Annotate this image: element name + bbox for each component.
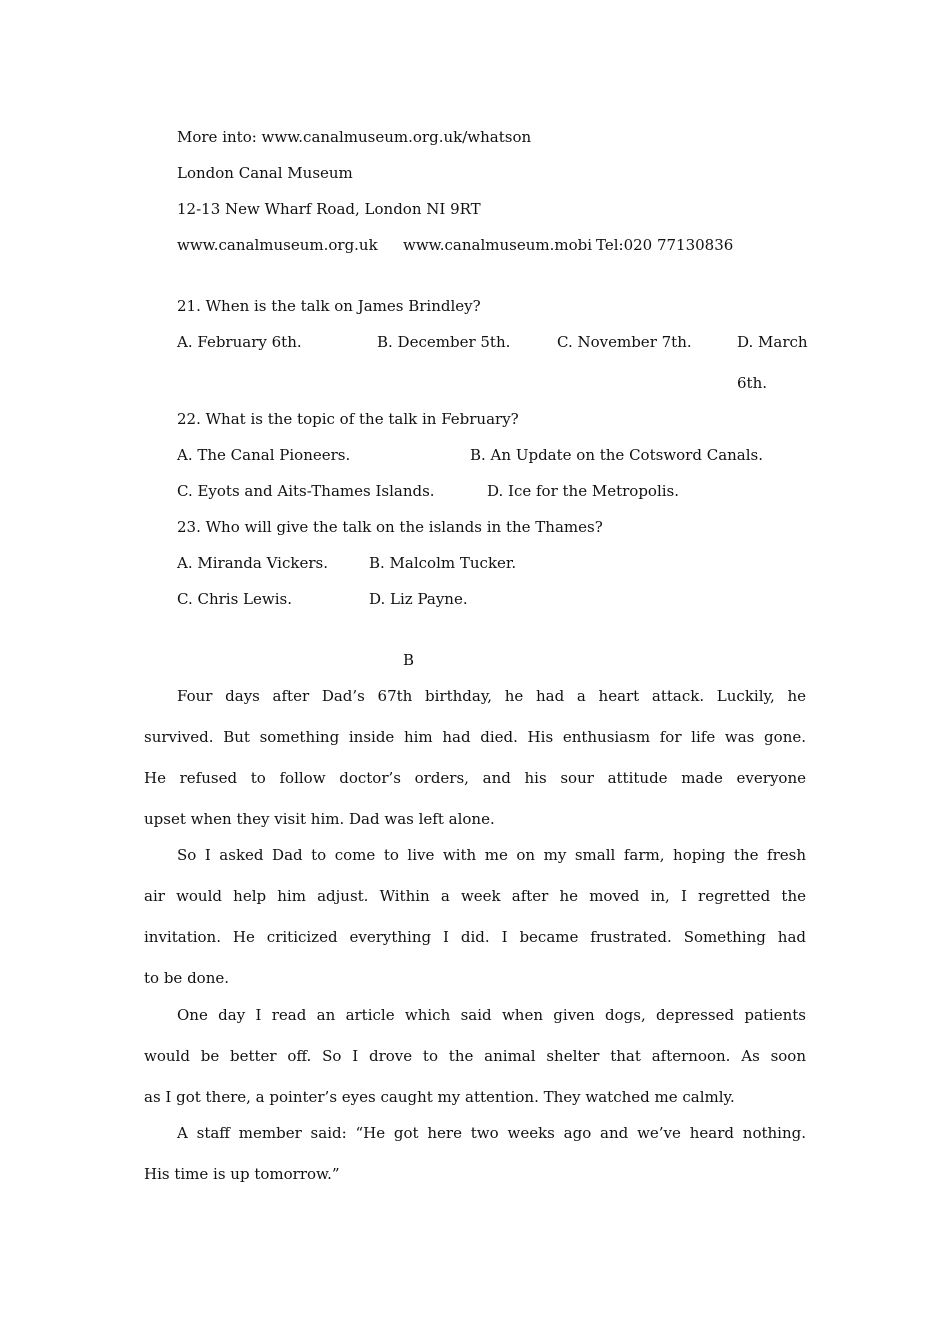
question-21-option-b: B. December 5th.	[377, 333, 511, 351]
paragraph-1-line-1: Four days after Dad’s 67th birthday, he had a heart attack. Luckily, he	[177, 687, 806, 705]
paragraph-3-line-1: One day I read an article which said when given dogs, depressed patients	[177, 1006, 806, 1024]
question-21-option-d: D. March 6th.	[737, 333, 808, 392]
museum-name: London Canal Museum	[177, 164, 353, 182]
question-21-option-a: A. February 6th.	[177, 333, 302, 351]
question-23-option-d: D. Liz Payne.	[369, 590, 468, 608]
paragraph-1-line-4: upset when they visit him. Dad was left alone.	[144, 810, 495, 828]
question-22-stem: 22. What is the topic of the talk in February?	[177, 410, 519, 428]
paragraph-2-line-4: to be done.	[144, 969, 230, 987]
question-23-option-a: A. Miranda Vickers.	[177, 554, 328, 572]
section-b-heading: B	[403, 651, 415, 669]
museum-telephone: Tel:020 77130836	[596, 236, 734, 254]
question-21-stem: 21. When is the talk on James Brindley?	[177, 297, 481, 315]
question-22-option-a: A. The Canal Pioneers.	[177, 446, 351, 464]
paragraph-1-line-2: survived. But something inside him had died. His enthusiasm for life was gone.	[144, 728, 806, 746]
question-21-option-c: C. November 7th.	[557, 333, 692, 351]
paragraph-4-line-1: A staff member said: “He got here two weeks ago and we’ve heard nothing.	[177, 1124, 806, 1142]
question-22-option-b: B. An Update on the Cotsword Canals.	[470, 446, 764, 464]
paragraph-4-line-2: His time is up tomorrow.”	[144, 1165, 340, 1183]
paragraph-2-line-1: So I asked Dad to come to live with me on my small farm, hoping the fresh	[177, 846, 806, 864]
more-info-link-text: More into: www.canalmuseum.org.uk/whatson	[177, 128, 532, 146]
museum-website-1: www.canalmuseum.org.uk	[177, 236, 378, 254]
paragraph-3-line-3: as I got there, a pointer’s eyes caught my attention. They watched me calmly.	[144, 1088, 735, 1106]
question-23-option-c: C. Chris Lewis.	[177, 590, 292, 608]
question-22-option-d: D. Ice for the Metropolis.	[487, 482, 680, 500]
paragraph-1-line-3: He refused to follow doctor’s orders, and his sour attitude made everyone	[144, 769, 806, 787]
paragraph-2-line-2: air would help him adjust. Within a week after he moved in, I regretted the	[144, 887, 806, 905]
paragraph-2-line-3: invitation. He criticized everything I did. I became frustrated. Something had	[144, 928, 806, 946]
museum-website-2: www.canalmuseum.mobi	[403, 236, 593, 254]
question-23-option-b: B. Malcolm Tucker.	[369, 554, 517, 572]
museum-address: 12-13 New Wharf Road, London NI 9RT	[177, 200, 481, 218]
question-22-option-c: C. Eyots and Aits-Thames Islands.	[177, 482, 435, 500]
question-23-stem: 23. Who will give the talk on the islands in the Thames?	[177, 518, 603, 536]
paragraph-3-line-2: would be better off. So I drove to the animal shelter that afternoon. As soon	[144, 1047, 806, 1065]
